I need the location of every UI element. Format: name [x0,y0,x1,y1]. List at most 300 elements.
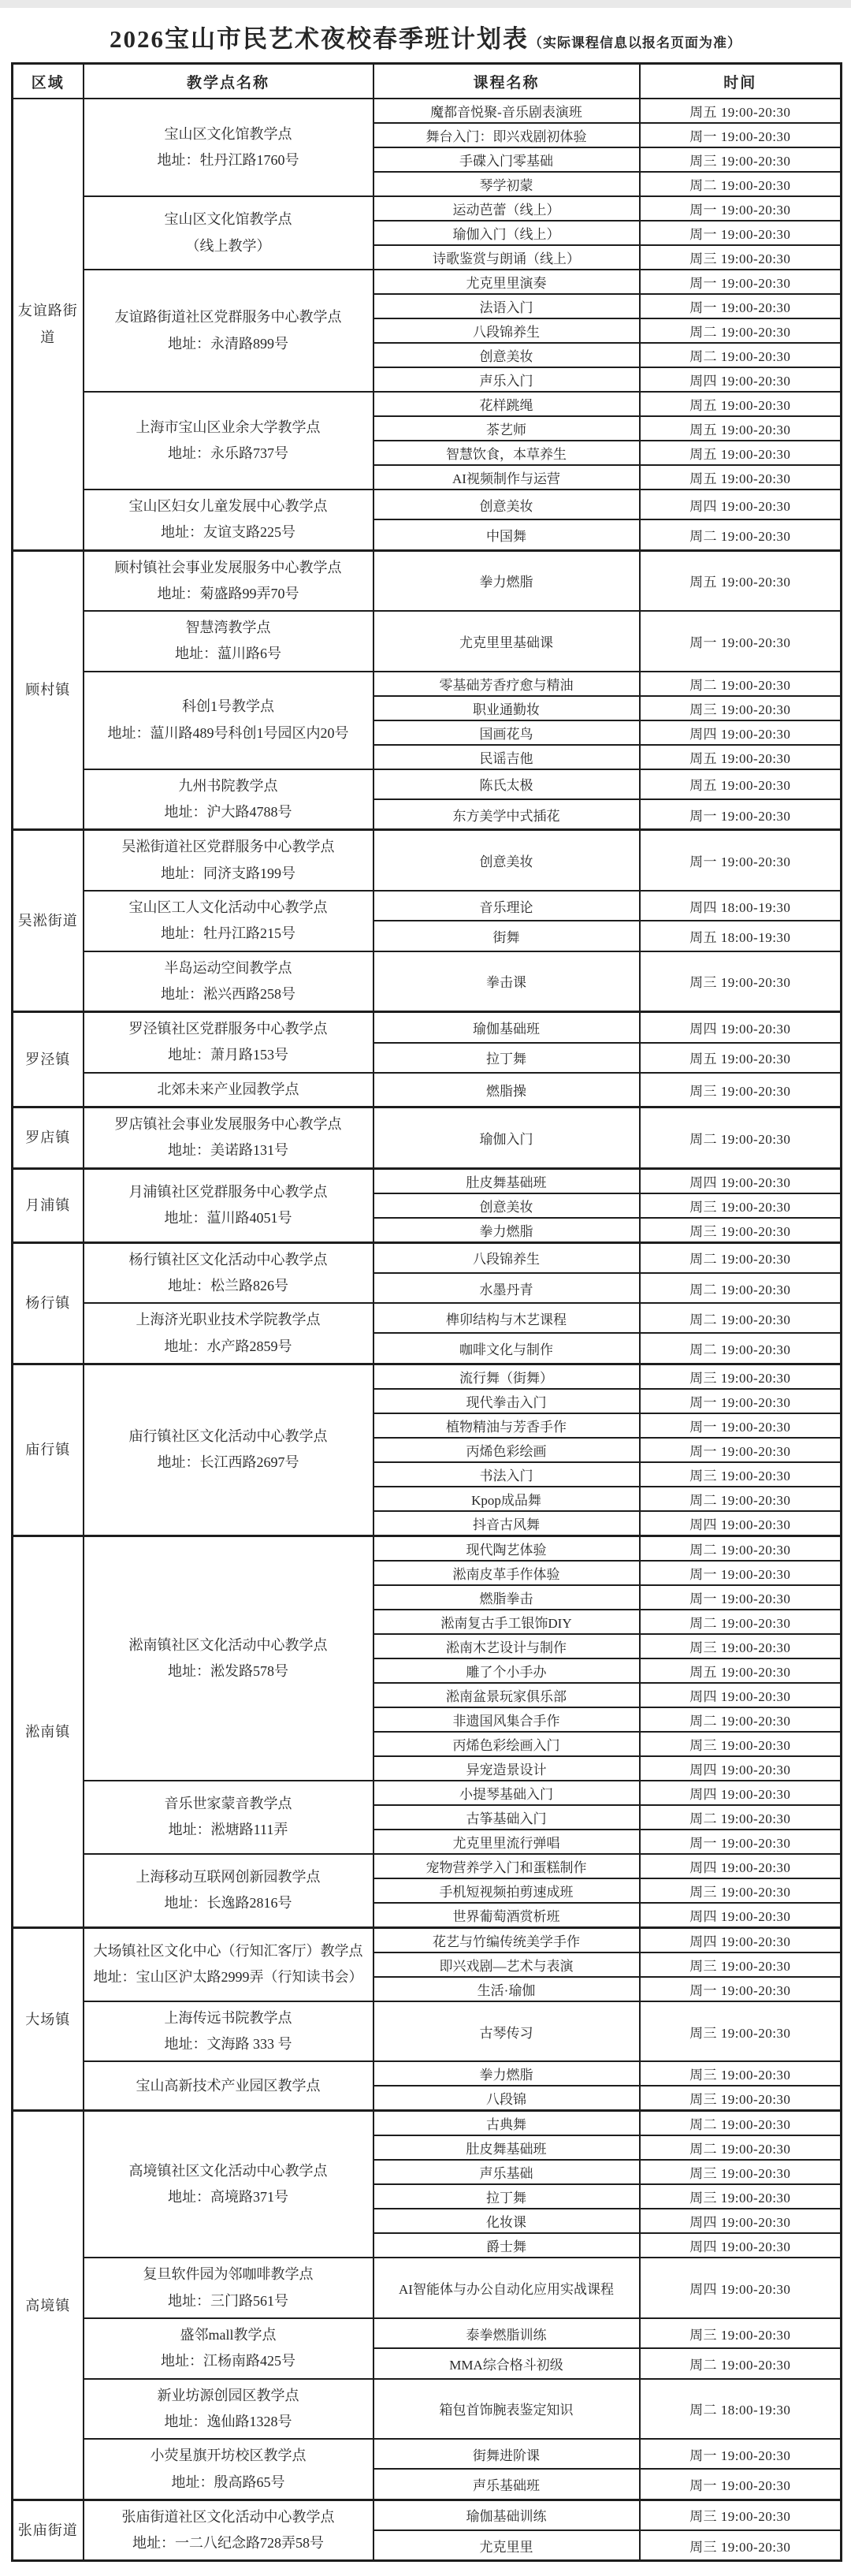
time-cell: 周一 19:00-20:30 [640,221,842,245]
course-cell: 尤克里里流行弹唱 [373,1830,640,1854]
course-cell: 琴学初蒙 [373,172,640,196]
teaching-point-address: 地址：江杨南路425号 [161,2353,295,2369]
region-cell: 月浦镇 [13,1168,84,1242]
time-cell: 周一 19:00-20:30 [640,2439,842,2469]
time-cell: 周三 19:00-20:30 [640,2318,842,2348]
teaching-point-name: 九州书院教学点 [178,777,278,794]
table-row [13,951,842,1012]
table-row [13,1107,842,1169]
time-cell: 周五 19:00-20:30 [640,465,842,490]
table-row [13,196,842,221]
teaching-point-name: 淞南镇社区文化活动中心教学点 [128,1636,328,1653]
time-cell: 周一 19:00-20:30 [640,1830,842,1854]
table-row [13,1242,842,1273]
course-cell: 抖音古风舞 [373,1511,640,1536]
course-cell: 零基础芳香疗愈与精油 [373,672,640,696]
teaching-point-address: 地址：一二八纪念路728弄58号 [132,2535,324,2552]
teaching-point-cell [84,196,373,270]
teaching-point-name: 盛邻mall教学点 [180,2327,277,2343]
time-cell: 周五 19:00-20:30 [640,1043,842,1073]
time-cell: 周一 19:00-20:30 [640,2469,842,2500]
time-cell: 周一 19:00-20:30 [640,1389,842,1413]
teaching-point-name: 高境镇社区文化活动中心教学点 [128,2163,328,2180]
table-row [13,1168,842,1193]
teaching-point-address: 地址：沪大路4788号 [164,804,292,821]
time-cell: 周三 19:00-20:30 [640,2184,842,2209]
course-cell: 古筝基础入门 [373,1805,640,1830]
teaching-point-address: （线上教学） [185,237,271,254]
teaching-point-address: 地址：长江西路2697号 [157,1454,299,1471]
teaching-point-address: 地址：文海路 333 号 [164,2036,292,2053]
course-cell: 八段锦养生 [373,1242,640,1273]
teaching-point-name: 罗泾镇社区党群服务中心教学点 [128,1021,328,1037]
time-cell: 周三 19:00-20:30 [640,2061,842,2086]
course-cell: AI智能体与办公自动化应用实战课程 [373,2258,640,2318]
table-row [13,550,842,611]
course-cell: 现代拳击入门 [373,1389,640,1413]
teaching-point-name: 复旦软件园为邻咖啡教学点 [143,2266,314,2283]
time-cell: 周二 19:00-20:30 [640,519,842,550]
teaching-point-name: 张庙街道社区文化活动中心教学点 [121,2508,335,2525]
time-cell: 周五 18:00-19:30 [640,921,842,951]
time-cell: 周二 19:00-20:30 [640,1333,842,1364]
schedule-table [11,62,842,2562]
time-cell: 周四 19:00-20:30 [640,1511,842,1536]
time-cell: 周二 19:00-20:30 [640,1303,842,1333]
time-cell: 周三 19:00-20:30 [640,147,842,172]
course-cell: 流行舞（街舞） [373,1364,640,1389]
time-cell: 周一 19:00-20:30 [640,294,842,318]
course-cell: 声乐基础 [373,2160,640,2184]
course-cell: 淞南木艺设计与制作 [373,1634,640,1658]
region-cell: 罗店镇 [13,1107,84,1169]
course-cell: AI视频制作与运营 [373,465,640,490]
course-cell: 诗歌鉴赏与朗诵（线上） [373,245,640,270]
table-row [13,1364,842,1389]
course-cell: 创意美妆 [373,343,640,367]
course-cell: 职业通勤妆 [373,696,640,720]
time-cell: 周一 19:00-20:30 [640,1413,842,1438]
teaching-point-name: 吴淞街道社区党群服务中心教学点 [121,839,335,855]
time-cell: 周四 19:00-20:30 [640,1012,842,1043]
course-cell: 东方美学中式插花 [373,799,640,830]
course-cell: 陈氏太极 [373,769,640,799]
teaching-point-cell [84,1536,373,1781]
table-row [13,270,842,294]
course-cell: 瑜伽基础训练 [373,2500,640,2530]
teaching-point-cell [84,1073,373,1107]
teaching-point-name: 半岛运动空间教学点 [164,959,292,976]
table-row [13,611,842,672]
course-cell: 榫卯结构与木艺课程 [373,1303,640,1333]
table-row [13,1781,842,1805]
time-cell: 周一 19:00-20:30 [640,1585,842,1610]
teaching-point-cell [84,550,373,611]
time-cell: 周四 19:00-20:30 [640,1927,842,1952]
teaching-point-address: 地址：长逸路2816号 [164,1895,292,1912]
time-cell: 周四 18:00-19:30 [640,891,842,921]
course-cell: 魔都音悦聚-音乐剧表演班 [373,99,640,123]
teaching-point-address: 地址：殷高路65号 [171,2474,285,2490]
teaching-point-name: 友谊路街道社区党群服务中心教学点 [114,309,342,326]
table-row [13,891,842,921]
time-cell: 周一 19:00-20:30 [640,196,842,221]
course-cell: 瑜伽入门 [373,1107,640,1169]
teaching-point-address: 地址：蕰川路6号 [175,646,281,662]
teaching-point-address: 地址：淞塘路111弄 [168,1822,288,1838]
teaching-point-name: 智慧湾教学点 [185,620,271,636]
region-cell: 淞南镇 [13,1536,84,1927]
course-cell: 声乐入门 [373,367,640,392]
course-cell: 手碟入门零基础 [373,147,640,172]
teaching-point-address: 地址：永乐路737号 [168,445,288,461]
region-cell: 吴淞街道 [13,830,84,1012]
teaching-point-address: 地址：同济支路199号 [161,865,295,881]
course-cell: 八段锦 [373,2086,640,2111]
course-cell: 咖啡文化与制作 [373,1333,640,1364]
time-cell: 周三 19:00-20:30 [640,951,842,1012]
time-cell: 周四 19:00-20:30 [640,367,842,392]
course-cell: 现代陶艺体验 [373,1536,640,1561]
teaching-point-cell [84,672,373,769]
document-title: 2026宝山市民艺术夜校春季班计划表 [110,25,529,53]
time-cell: 周五 19:00-20:30 [640,392,842,416]
teaching-point-name: 北郊未来产业园教学点 [157,1081,299,1097]
teaching-point-address: 地址：松兰路826号 [168,1277,288,1294]
time-cell: 周二 19:00-20:30 [640,1707,842,1732]
teaching-point-address: 地址：永清路899号 [168,335,288,352]
teaching-point-address: 地址：牡丹江路215号 [161,925,295,942]
time-cell: 周五 19:00-20:30 [640,1658,842,1683]
teaching-point-cell [84,490,373,550]
course-cell: 雕了个小手办 [373,1658,640,1683]
course-cell: 书法入门 [373,1462,640,1487]
time-cell: 周二 19:00-20:30 [640,1487,842,1511]
course-cell: 淞南盆景玩家俱乐部 [373,1683,640,1707]
time-cell: 周三 19:00-20:30 [640,2500,842,2530]
table-row [13,1854,842,1878]
teaching-point-name: 小荧星旗开坊校区教学点 [150,2448,307,2464]
teaching-point-cell [84,392,373,490]
col-header-time: 时间 [640,64,842,99]
course-cell: 肚皮舞基础班 [373,1168,640,1193]
time-cell: 周二 19:00-20:30 [640,2348,842,2378]
time-cell: 周三 19:00-20:30 [640,1218,842,1243]
time-cell: 周二 19:00-20:30 [640,1107,842,1169]
time-cell: 周三 19:00-20:30 [640,1073,842,1107]
teaching-point-address: 地址：淞发路578号 [168,1662,288,1679]
course-cell: 智慧饮食，本草养生 [373,441,640,465]
teaching-point-name: 宝山区文化馆教学点 [164,125,292,142]
course-cell: 街舞进阶课 [373,2439,640,2469]
course-cell: 化妆课 [373,2209,640,2233]
teaching-point-name: 宝山区工人文化活动中心教学点 [128,899,328,915]
course-cell: 创意美妆 [373,490,640,519]
course-cell: 瑜伽基础班 [373,1012,640,1043]
course-cell: 淞南皮革手作体验 [373,1561,640,1585]
teaching-point-cell [84,1781,373,1854]
time-cell: 周三 19:00-20:30 [640,1952,842,1977]
time-cell: 周五 19:00-20:30 [640,441,842,465]
time-cell: 周二 19:00-20:30 [640,1805,842,1830]
time-cell: 周二 18:00-19:30 [640,2379,842,2440]
course-cell: 音乐理论 [373,891,640,921]
time-cell: 周四 19:00-20:30 [640,1781,842,1805]
region-cell: 庙行镇 [13,1364,84,1536]
time-cell: 周四 19:00-20:30 [640,1168,842,1193]
table-row [13,1073,842,1107]
course-cell: 爵士舞 [373,2233,640,2258]
time-cell: 周二 19:00-20:30 [640,343,842,367]
course-cell: 燃脂拳击 [373,1585,640,1610]
teaching-point-cell [84,1854,373,1928]
course-cell: 尤克里里 [373,2530,640,2561]
region-cell: 友谊路街道 [13,99,84,550]
teaching-point-cell [84,830,373,891]
time-cell: 周二 19:00-20:30 [640,2135,842,2160]
course-cell: 宠物营养学入门和蛋糕制作 [373,1854,640,1878]
course-cell: 拳力燃脂 [373,550,640,611]
teaching-point-name: 大场镇社区文化中心（行知汇客厅）教学点 [93,1943,363,1960]
course-cell: 拉丁舞 [373,2184,640,2209]
course-cell: 花样跳绳 [373,392,640,416]
table-row [13,490,842,519]
table-row [13,769,842,799]
time-cell: 周一 19:00-20:30 [640,270,842,294]
course-cell: 创意美妆 [373,1193,640,1218]
time-cell: 周二 19:00-20:30 [640,318,842,343]
table-row [13,2500,842,2530]
teaching-point-name: 上海移动互联网创新园教学点 [136,1869,321,1885]
course-cell: 异宠造景设计 [373,1756,640,1781]
time-cell: 周四 19:00-20:30 [640,1903,842,1928]
course-cell: 小提琴基础入门 [373,1781,640,1805]
time-cell: 周二 19:00-20:30 [640,1242,842,1273]
table-row [13,1303,842,1333]
time-cell: 周一 19:00-20:30 [640,799,842,830]
course-cell: 瑜伽入门（线上） [373,221,640,245]
col-header-course: 课程名称 [373,64,640,99]
course-cell: 街舞 [373,921,640,951]
teaching-point-cell [84,611,373,672]
table-row [13,392,842,416]
time-cell: 周一 19:00-20:30 [640,1438,842,1462]
teaching-point-cell [84,2258,373,2318]
course-cell: 植物精油与芳香手作 [373,1413,640,1438]
teaching-point-cell [84,1242,373,1303]
teaching-point-address: 地址：淞兴西路258号 [161,985,295,1002]
teaching-point-cell [84,2111,373,2258]
course-cell: 八段锦养生 [373,318,640,343]
teaching-point-address: 地址：菊盛路99弄70号 [157,585,299,601]
course-cell: 水墨丹青 [373,1273,640,1303]
table-row [13,2379,842,2440]
table-row [13,1536,842,1561]
teaching-point-cell [84,769,373,830]
course-cell: 运动芭蕾（线上） [373,196,640,221]
table-row [13,2258,842,2318]
teaching-point-name: 上海传远书院教学点 [164,2009,292,2026]
time-cell: 周一 19:00-20:30 [640,123,842,147]
col-header-region: 区域 [13,64,84,99]
teaching-point-address: 地址：三门路561号 [168,2292,288,2309]
teaching-point-cell [84,2061,373,2111]
time-cell: 周四 19:00-20:30 [640,2258,842,2318]
time-cell: 周一 19:00-20:30 [640,1561,842,1585]
teaching-point-cell [84,1303,373,1364]
time-cell: 周一 19:00-20:30 [640,830,842,891]
col-header-point: 教学点名称 [84,64,373,99]
table-row [13,830,842,891]
teaching-point-name: 顾村镇社会事业发展服务中心教学点 [114,559,342,575]
teaching-point-address: 地址：友谊支路225号 [161,524,295,541]
teaching-point-name: 罗店镇社会事业发展服务中心教学点 [114,1116,342,1133]
time-cell: 周三 19:00-20:30 [640,1634,842,1658]
course-cell: 丙烯色彩绘画 [373,1438,640,1462]
table-row [13,2111,842,2136]
course-cell: 拉丁舞 [373,1043,640,1073]
region-cell: 张庙街道 [13,2500,84,2561]
course-cell: 茶艺师 [373,416,640,441]
course-cell: 声乐基础班 [373,2469,640,2500]
time-cell: 周二 19:00-20:30 [640,1273,842,1303]
teaching-point-cell [84,99,373,196]
table-row [13,2001,842,2062]
teaching-point-address: 地址：高境路371号 [168,2189,288,2206]
time-cell: 周三 19:00-20:30 [640,245,842,270]
course-cell: 古琴传习 [373,2001,640,2062]
course-cell: 箱包首饰腕表鉴定知识 [373,2379,640,2440]
time-cell: 周三 19:00-20:30 [640,1732,842,1756]
time-cell: 周二 19:00-20:30 [640,172,842,196]
course-cell: 非遗国风集合手作 [373,1707,640,1732]
teaching-point-name: 上海济光职业技术学院教学点 [136,1312,321,1328]
document-subtitle: （实际课程信息以报名页面为准） [529,35,741,50]
time-cell: 周二 19:00-20:30 [640,1536,842,1561]
time-cell: 周四 19:00-20:30 [640,1854,842,1878]
schedule-body [13,99,842,2561]
teaching-point-cell [84,951,373,1012]
table-row [13,99,842,123]
teaching-point-cell [84,1107,373,1169]
teaching-point-cell [84,2500,373,2561]
teaching-point-address: 地址：美诺路131号 [168,1142,288,1159]
course-cell: 拳力燃脂 [373,2061,640,2086]
region-cell: 罗泾镇 [13,1012,84,1107]
region-cell: 杨行镇 [13,1242,84,1364]
region-cell: 高境镇 [13,2111,84,2500]
teaching-point-address: 地址：萧月路153号 [168,1047,288,1063]
course-cell: 古典舞 [373,2111,640,2136]
course-cell: 拳击课 [373,951,640,1012]
time-cell: 周三 19:00-20:30 [640,1364,842,1389]
table-row [13,672,842,696]
time-cell: 周四 19:00-20:30 [640,1683,842,1707]
course-cell: 尤克里里演奏 [373,270,640,294]
teaching-point-name: 宝山区妇女儿童发展中心教学点 [128,498,328,514]
time-cell: 周四 19:00-20:30 [640,490,842,519]
teaching-point-cell [84,2318,373,2379]
time-cell: 周三 19:00-20:30 [640,1193,842,1218]
time-cell: 周二 19:00-20:30 [640,2111,842,2136]
time-cell: 周五 19:00-20:30 [640,99,842,123]
region-cell: 大场镇 [13,1927,84,2111]
teaching-point-address: 地址：蕰川路4051号 [164,1210,292,1227]
table-row [13,1927,842,1952]
time-cell: 周五 19:00-20:30 [640,745,842,769]
course-cell: 民谣吉他 [373,745,640,769]
course-cell: 国画花鸟 [373,720,640,745]
teaching-point-address: 地址：宝山区沪太路2999弄（行知读书会） [93,1969,363,1986]
teaching-point-cell [84,270,373,392]
course-cell: Kpop成品舞 [373,1487,640,1511]
teaching-point-name: 音乐世家蒙音教学点 [164,1796,292,1812]
time-cell: 周三 19:00-20:30 [640,1878,842,1903]
teaching-point-cell [84,2001,373,2062]
region-cell: 顾村镇 [13,550,84,830]
document-page [0,8,851,2576]
time-cell: 周五 19:00-20:30 [640,769,842,799]
teaching-point-address: 地址：逸仙路1328号 [164,2413,292,2429]
time-cell: 周三 19:00-20:30 [640,1462,842,1487]
teaching-point-address: 地址：蕰川路489号科创1号园区内20号 [107,724,349,741]
table-row [13,2061,842,2086]
teaching-point-address: 地址：水产路2859号 [164,1338,292,1354]
course-cell: 花艺与竹编传统美学手作 [373,1927,640,1952]
time-cell: 周四 19:00-20:30 [640,2233,842,2258]
time-cell: 周三 19:00-20:30 [640,2160,842,2184]
teaching-point-name: 科创1号教学点 [182,698,274,715]
course-cell: 即兴戏剧—艺术与表演 [373,1952,640,1977]
page-title [0,8,851,62]
course-cell: 泰拳燃脂训练 [373,2318,640,2348]
teaching-point-cell [84,2439,373,2500]
time-cell: 周一 19:00-20:30 [640,611,842,672]
teaching-point-name: 宝山高新技术产业园区教学点 [136,2077,321,2094]
time-cell: 周三 19:00-20:30 [640,2530,842,2561]
course-cell: 燃脂操 [373,1073,640,1107]
table-row [13,1012,842,1043]
course-cell: 丙烯色彩绘画入门 [373,1732,640,1756]
course-cell: 舞台入门：即兴戏剧初体验 [373,123,640,147]
course-cell: 尤克里里基础课 [373,611,640,672]
course-cell: 肚皮舞基础班 [373,2135,640,2160]
teaching-point-cell [84,1168,373,1242]
course-cell: 淞南复古手工银饰DIY [373,1610,640,1634]
header-row [13,64,842,99]
teaching-point-cell [84,1364,373,1536]
table-row [13,2318,842,2348]
table-row [13,2439,842,2469]
course-cell: 手机短视频拍剪速成班 [373,1878,640,1903]
time-cell: 周四 19:00-20:30 [640,720,842,745]
teaching-point-name: 宝山区文化馆教学点 [164,211,292,228]
teaching-point-cell [84,2379,373,2440]
course-cell: 中国舞 [373,519,640,550]
time-cell: 周三 19:00-20:30 [640,2001,842,2062]
time-cell: 周一 19:00-20:30 [640,1977,842,2001]
teaching-point-address: 地址：牡丹江路1760号 [157,152,299,168]
course-cell: 创意美妆 [373,830,640,891]
teaching-point-cell [84,1927,373,2001]
course-cell: 拳力燃脂 [373,1218,640,1243]
teaching-point-name: 杨行镇社区文化活动中心教学点 [128,1251,328,1268]
time-cell: 周五 19:00-20:30 [640,550,842,611]
course-cell: MMA综合格斗初级 [373,2348,640,2378]
teaching-point-name: 新业坊源创园区教学点 [157,2387,299,2403]
time-cell: 周三 19:00-20:30 [640,696,842,720]
course-cell: 法语入门 [373,294,640,318]
